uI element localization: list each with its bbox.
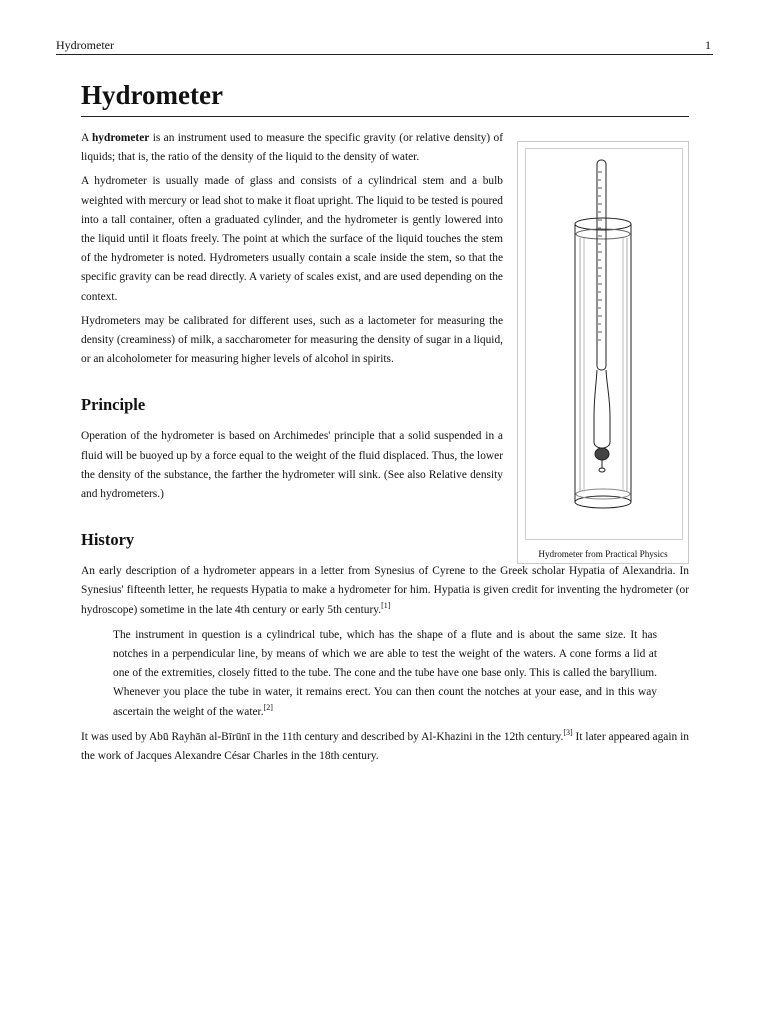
history-heading: History: [81, 530, 135, 550]
hydrometer-bold-term: hydrometer: [91, 132, 150, 144]
synesius-quote: [113, 626, 657, 722]
quote-text: The instrument in question is a cylindrical tube, which has the shape of a flute and is about the same size. It has notches in a perpendicular line, by means of which we are able to test the weight of the waters. A cone forms a lid at one of the extremities, closely fitted to the tube. The cone and the tube have one base only. This is called the baryllium. Whenever you place the tube in water, it remains erect. You can then count the notches at your ease, and in this way ascertain the weight of the water.: [113, 628, 657, 718]
principle-heading: Principle: [81, 395, 146, 415]
page-title: Hydrometer: [81, 76, 689, 117]
intro-paragraph-2: A hydrometer is usually made of glass and consists of a cylindrical stem and a bulb weighted with mercury or lead shot to make it float upright. The liquid to be tested is poured into a tall container, often a graduated cylinder, and the hydrometer is gently lowered into the liquid until it floats freely. The point at which the surface of the liquid touches the stem of the hydrometer is noted. Hydrometers usually contain a scale inside the stem, so that the specific gravity can be read directly. A variety of scales exist, and are used depending on the context.: [81, 175, 503, 303]
history-text-2b: It later appeared again in the work of Jacques Alexandre César Charles in the 18th century.: [81, 730, 689, 763]
header-title: Hydrometer: [56, 38, 114, 52]
hydrometer-figure: [517, 141, 689, 564]
history-text: An early description of a hydrometer appears in a letter from Synesius of Cyrene to the Greek scholar Hypatia of Alexandria. In Synesius' fifteenth letter, he requests Hypatia to make a hydrometer for him. Hypatia is given credit for inventing the hydrometer (or hydroscope) sometime in the late 4th century or early 5th century.: [81, 565, 689, 616]
lead-text-column: [81, 129, 503, 504]
history-paragraph-1: [81, 562, 689, 620]
page-header: [56, 38, 713, 55]
hydrometer-illustration-icon: [518, 142, 688, 542]
intro-paragraph-3: Hydrometers may be calibrated for different uses, such as a lactometer for measuring the density (creaminess) of milk, a saccharometer for measuring the density of sugar in a liquid, or an alcoholometer for measuring higher levels of alcohol in spirits.: [81, 314, 503, 366]
quote-paragraph: [113, 626, 657, 722]
citation-3-link[interactable]: [3]: [563, 727, 573, 737]
history-text-2a: It was used by Abū Rayhān al-Bīrūnī in the 11th century and described by Al-Khazini in the 12th century.: [81, 730, 564, 743]
principle-paragraph: Operation of the hydrometer is based on Archimedes' principle that a solid suspended in a fluid will be buoyed up by a force equal to the weight of the fluid displaced. Thus, the lower the density of the substance, the farther the hydrometer will sink. (See also Relative density and hydrometers.): [81, 430, 503, 501]
article: [81, 76, 689, 771]
citation-2-link[interactable]: [2]: [263, 702, 273, 712]
history-paragraph-2: [81, 728, 689, 766]
page-number: 1: [705, 38, 711, 52]
figure-caption: Hydrometer from Practical Physics: [538, 549, 668, 559]
intro-text: A: [81, 132, 92, 144]
intro-text-cont: is an instrument used to measure the specific gravity (or relative density) of liquids; that is, the ratio of the density of the liquid to the density of water.: [81, 132, 503, 164]
citation-1-link[interactable]: [1]: [381, 600, 391, 610]
intro-paragraph-1: [81, 129, 503, 167]
